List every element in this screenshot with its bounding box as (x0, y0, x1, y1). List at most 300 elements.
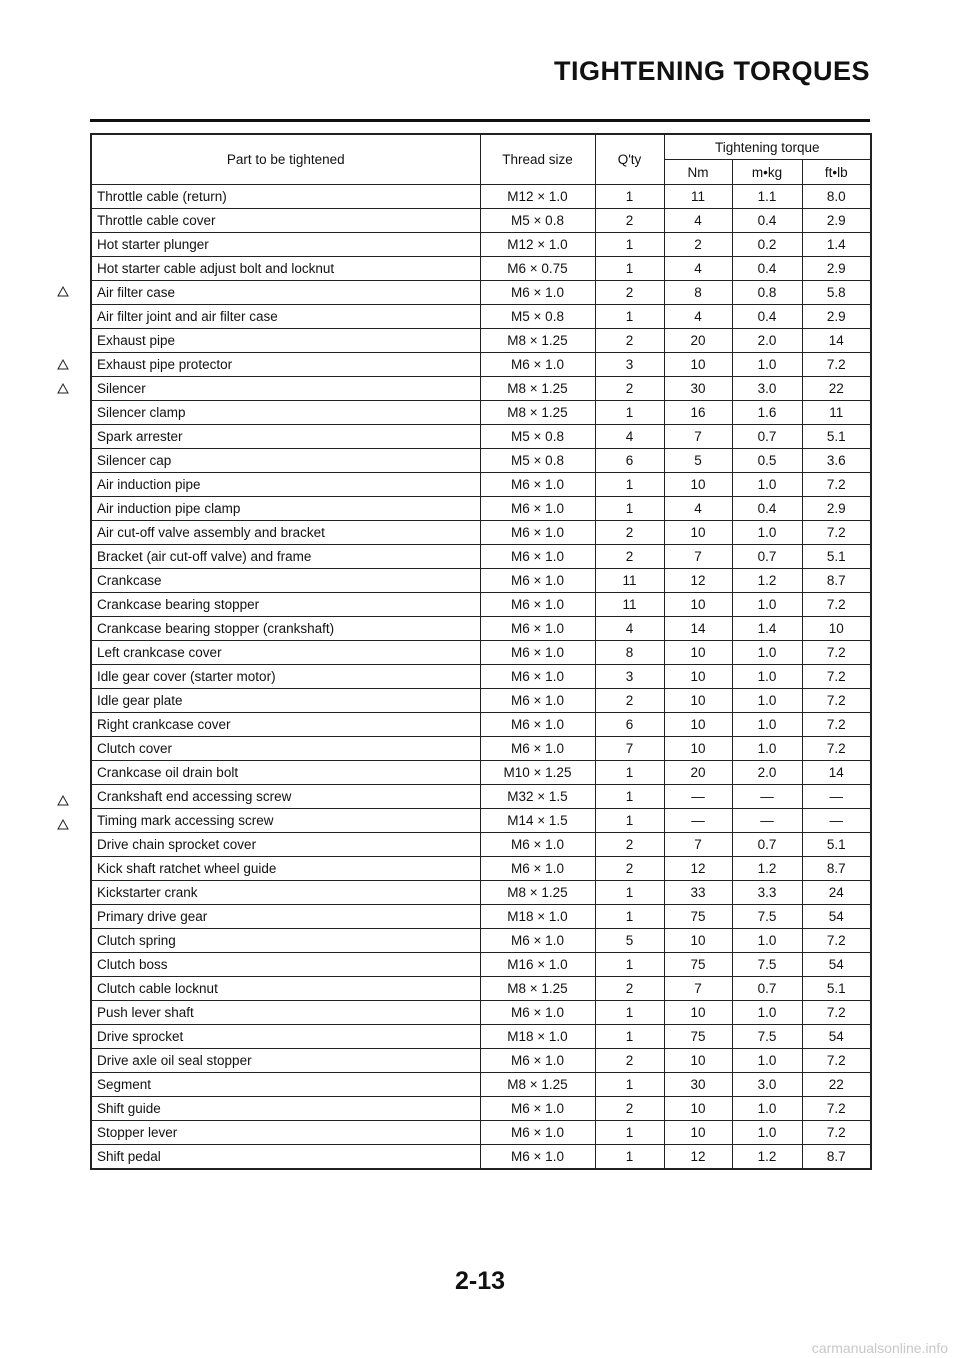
cell-nm: 4 (664, 209, 732, 233)
cell-qty: 1 (595, 497, 664, 521)
cell-thread: M6 × 1.0 (480, 569, 595, 593)
cell-thread: M6 × 1.0 (480, 617, 595, 641)
cell-nm: 7 (664, 425, 732, 449)
cell-part: Clutch boss (91, 953, 480, 977)
cell-ftlb: — (802, 809, 871, 833)
table-row (91, 281, 871, 305)
cell-thread: M6 × 1.0 (480, 521, 595, 545)
cell-nm: 10 (664, 641, 732, 665)
cell-nm: 10 (664, 1121, 732, 1145)
cell-part: Idle gear plate (91, 689, 480, 713)
cell-qty: 6 (595, 449, 664, 473)
cell-qty: 5 (595, 929, 664, 953)
table-row (91, 401, 871, 425)
cell-nm: 7 (664, 545, 732, 569)
cell-ftlb: 7.2 (802, 593, 871, 617)
cell-thread: M6 × 1.0 (480, 1049, 595, 1073)
table-row (91, 1025, 871, 1049)
cell-part: Shift guide (91, 1097, 480, 1121)
cell-part: Hot starter plunger (91, 233, 480, 257)
cell-mkg: 0.8 (732, 281, 802, 305)
cell-mkg: 0.4 (732, 305, 802, 329)
cell-qty: 8 (595, 641, 664, 665)
cell-ftlb: 7.2 (802, 353, 871, 377)
cell-nm: 30 (664, 377, 732, 401)
cell-thread: M6 × 1.0 (480, 737, 595, 761)
table-row (91, 641, 871, 665)
cell-qty: 1 (595, 1025, 664, 1049)
table-row (91, 425, 871, 449)
cell-mkg: 0.4 (732, 497, 802, 521)
cell-ftlb: 2.9 (802, 497, 871, 521)
header-part: Part to be tightened (91, 134, 480, 185)
cell-ftlb: 5.8 (802, 281, 871, 305)
cell-thread: M5 × 0.8 (480, 305, 595, 329)
cell-ftlb: 8.0 (802, 185, 871, 209)
cell-qty: 1 (595, 185, 664, 209)
cell-nm: — (664, 809, 732, 833)
cell-nm: 10 (664, 689, 732, 713)
cell-mkg: 0.7 (732, 977, 802, 1001)
cell-ftlb: 7.2 (802, 665, 871, 689)
cell-thread: M6 × 1.0 (480, 689, 595, 713)
cell-ftlb: 7.2 (802, 929, 871, 953)
cell-nm: 10 (664, 929, 732, 953)
cell-part: Stopper lever (91, 1121, 480, 1145)
cell-qty: 2 (595, 329, 664, 353)
table-header-row (91, 134, 871, 160)
cell-mkg: 3.0 (732, 1073, 802, 1097)
cell-nm: 12 (664, 857, 732, 881)
table-row (91, 881, 871, 905)
torque-table (90, 133, 872, 1170)
cell-ftlb: 3.6 (802, 449, 871, 473)
cell-ftlb: 7.2 (802, 1001, 871, 1025)
cell-qty: 1 (595, 785, 664, 809)
cell-part: Air induction pipe clamp (91, 497, 480, 521)
table-row (91, 1049, 871, 1073)
cell-qty: 1 (595, 809, 664, 833)
cell-thread: M6 × 1.0 (480, 1121, 595, 1145)
cell-qty: 2 (595, 377, 664, 401)
cell-ftlb: 7.2 (802, 1049, 871, 1073)
cell-qty: 2 (595, 833, 664, 857)
cell-ftlb: 8.7 (802, 1145, 871, 1170)
cell-thread: M6 × 1.0 (480, 281, 595, 305)
cell-mkg: 2.0 (732, 761, 802, 785)
cell-thread: M6 × 1.0 (480, 641, 595, 665)
page-title: TIGHTENING TORQUES (553, 56, 870, 86)
cell-mkg: 3.0 (732, 377, 802, 401)
cell-nm: 33 (664, 881, 732, 905)
cell-qty: 7 (595, 737, 664, 761)
cell-qty: 1 (595, 233, 664, 257)
cell-part: Kick shaft ratchet wheel guide (91, 857, 480, 881)
cell-nm: 10 (664, 473, 732, 497)
cell-nm: 20 (664, 761, 732, 785)
cell-thread: M14 × 1.5 (480, 809, 595, 833)
cell-thread: M6 × 1.0 (480, 929, 595, 953)
cell-ftlb: 5.1 (802, 977, 871, 1001)
table-row (91, 689, 871, 713)
table-row (91, 713, 871, 737)
cell-qty: 2 (595, 1049, 664, 1073)
header-qty: Q'ty (595, 134, 664, 185)
header-mkg: m•kg (732, 160, 802, 185)
cell-mkg: 1.0 (732, 1001, 802, 1025)
table-row (91, 1121, 871, 1145)
cell-part: Air filter joint and air filter case (91, 305, 480, 329)
cell-ftlb: 7.2 (802, 641, 871, 665)
cell-ftlb: 2.9 (802, 257, 871, 281)
cell-part: Crankcase bearing stopper (crankshaft) (91, 617, 480, 641)
cell-ftlb: 7.2 (802, 713, 871, 737)
cell-ftlb: 5.1 (802, 833, 871, 857)
cell-thread: M8 × 1.25 (480, 377, 595, 401)
cell-part: Clutch cable locknut (91, 977, 480, 1001)
cell-nm: 10 (664, 737, 732, 761)
cell-part: Silencer (91, 377, 480, 401)
cell-nm: 8 (664, 281, 732, 305)
triangle-mark-icon (48, 352, 78, 376)
table-row (91, 1073, 871, 1097)
cell-qty: 2 (595, 857, 664, 881)
cell-part: Air cut-off valve assembly and bracket (91, 521, 480, 545)
cell-mkg: 1.2 (732, 857, 802, 881)
cell-mkg: 0.2 (732, 233, 802, 257)
cell-thread: M6 × 1.0 (480, 1145, 595, 1170)
cell-nm: 10 (664, 521, 732, 545)
watermark: carmanualsonline.info (811, 1340, 948, 1356)
cell-thread: M6 × 1.0 (480, 1097, 595, 1121)
cell-part: Crankcase bearing stopper (91, 593, 480, 617)
header-tightening-torque: Tightening torque (664, 134, 871, 160)
cell-thread: M6 × 1.0 (480, 665, 595, 689)
cell-qty: 6 (595, 713, 664, 737)
cell-thread: M6 × 1.0 (480, 713, 595, 737)
cell-qty: 2 (595, 209, 664, 233)
cell-mkg: 1.0 (732, 1049, 802, 1073)
cell-nm: 4 (664, 257, 732, 281)
triangle-mark-icon (48, 280, 78, 304)
table-row (91, 977, 871, 1001)
triangle-mark-icon (48, 377, 78, 401)
cell-nm: 20 (664, 329, 732, 353)
table-row (91, 593, 871, 617)
cell-mkg: 1.0 (732, 1097, 802, 1121)
cell-part: Idle gear cover (starter motor) (91, 665, 480, 689)
cell-nm: 10 (664, 353, 732, 377)
table-row (91, 521, 871, 545)
header-ftlb: ft•lb (802, 160, 871, 185)
cell-ftlb: 10 (802, 617, 871, 641)
cell-qty: 1 (595, 953, 664, 977)
cell-nm: 5 (664, 449, 732, 473)
cell-mkg: 7.5 (732, 1025, 802, 1049)
cell-mkg: 1.6 (732, 401, 802, 425)
table-row (91, 1001, 871, 1025)
cell-thread: M32 × 1.5 (480, 785, 595, 809)
cell-part: Shift pedal (91, 1145, 480, 1170)
cell-part: Clutch spring (91, 929, 480, 953)
table-row (91, 257, 871, 281)
cell-thread: M6 × 1.0 (480, 593, 595, 617)
cell-thread: M6 × 1.0 (480, 353, 595, 377)
cell-thread: M6 × 1.0 (480, 473, 595, 497)
cell-ftlb: 54 (802, 1025, 871, 1049)
cell-qty: 11 (595, 593, 664, 617)
table-row (91, 449, 871, 473)
cell-ftlb: 7.2 (802, 689, 871, 713)
cell-ftlb: 5.1 (802, 545, 871, 569)
triangle-mark-icon (48, 788, 78, 812)
table-row (91, 353, 871, 377)
cell-part: Silencer cap (91, 449, 480, 473)
cell-ftlb: 1.4 (802, 233, 871, 257)
cell-nm: 10 (664, 1097, 732, 1121)
table-row (91, 809, 871, 833)
cell-mkg: 1.0 (732, 473, 802, 497)
cell-qty: 1 (595, 1121, 664, 1145)
cell-part: Crankcase oil drain bolt (91, 761, 480, 785)
cell-qty: 2 (595, 977, 664, 1001)
cell-part: Throttle cable cover (91, 209, 480, 233)
cell-ftlb: 2.9 (802, 209, 871, 233)
cell-mkg: 0.4 (732, 209, 802, 233)
cell-mkg: — (732, 785, 802, 809)
cell-ftlb: 54 (802, 953, 871, 977)
cell-mkg: 0.4 (732, 257, 802, 281)
table-row (91, 857, 871, 881)
cell-part: Left crankcase cover (91, 641, 480, 665)
cell-qty: 11 (595, 569, 664, 593)
cell-thread: M5 × 0.8 (480, 449, 595, 473)
cell-mkg: 0.7 (732, 545, 802, 569)
cell-qty: 1 (595, 881, 664, 905)
cell-nm: 14 (664, 617, 732, 641)
cell-mkg: 0.7 (732, 833, 802, 857)
cell-thread: M5 × 0.8 (480, 425, 595, 449)
cell-nm: 30 (664, 1073, 732, 1097)
cell-part: Clutch cover (91, 737, 480, 761)
cell-part: Kickstarter crank (91, 881, 480, 905)
cell-thread: M12 × 1.0 (480, 185, 595, 209)
cell-ftlb: 11 (802, 401, 871, 425)
cell-part: Crankcase (91, 569, 480, 593)
cell-ftlb: 14 (802, 329, 871, 353)
table-row (91, 1097, 871, 1121)
table-row (91, 377, 871, 401)
cell-thread: M8 × 1.25 (480, 329, 595, 353)
cell-mkg: 1.0 (732, 353, 802, 377)
cell-mkg: 1.0 (732, 713, 802, 737)
table-row (91, 305, 871, 329)
cell-mkg: 1.2 (732, 569, 802, 593)
cell-nm: 10 (664, 593, 732, 617)
cell-qty: 1 (595, 305, 664, 329)
table-row (91, 473, 871, 497)
cell-thread: M5 × 0.8 (480, 209, 595, 233)
cell-qty: 1 (595, 1145, 664, 1170)
title-rule (90, 119, 870, 122)
table-row (91, 185, 871, 209)
cell-qty: 1 (595, 1073, 664, 1097)
cell-nm: 75 (664, 1025, 732, 1049)
table-row (91, 737, 871, 761)
cell-thread: M6 × 1.0 (480, 1001, 595, 1025)
cell-part: Segment (91, 1073, 480, 1097)
cell-nm: 75 (664, 905, 732, 929)
cell-ftlb: 22 (802, 377, 871, 401)
cell-part: Silencer clamp (91, 401, 480, 425)
cell-part: Timing mark accessing screw (91, 809, 480, 833)
cell-nm: 10 (664, 1001, 732, 1025)
cell-part: Bracket (air cut-off valve) and frame (91, 545, 480, 569)
cell-mkg: 0.7 (732, 425, 802, 449)
cell-qty: 1 (595, 761, 664, 785)
cell-thread: M8 × 1.25 (480, 1073, 595, 1097)
cell-nm: — (664, 785, 732, 809)
cell-nm: 7 (664, 833, 732, 857)
cell-nm: 4 (664, 497, 732, 521)
cell-part: Drive sprocket (91, 1025, 480, 1049)
table-row (91, 833, 871, 857)
cell-part: Air induction pipe (91, 473, 480, 497)
table-row (91, 497, 871, 521)
triangle-mark-icon (48, 812, 78, 836)
cell-thread: M18 × 1.0 (480, 1025, 595, 1049)
table-row (91, 761, 871, 785)
cell-part: Drive axle oil seal stopper (91, 1049, 480, 1073)
cell-mkg: 1.0 (732, 593, 802, 617)
cell-ftlb: 54 (802, 905, 871, 929)
table-row (91, 1145, 871, 1170)
table-row (91, 233, 871, 257)
cell-nm: 12 (664, 1145, 732, 1170)
cell-qty: 1 (595, 1001, 664, 1025)
cell-part: Throttle cable (return) (91, 185, 480, 209)
cell-nm: 10 (664, 713, 732, 737)
cell-thread: M8 × 1.25 (480, 401, 595, 425)
cell-mkg: 1.0 (732, 665, 802, 689)
cell-ftlb: 24 (802, 881, 871, 905)
cell-thread: M8 × 1.25 (480, 881, 595, 905)
table-row (91, 329, 871, 353)
cell-nm: 10 (664, 665, 732, 689)
cell-nm: 10 (664, 1049, 732, 1073)
cell-mkg: 2.0 (732, 329, 802, 353)
cell-ftlb: 7.2 (802, 1097, 871, 1121)
cell-thread: M10 × 1.25 (480, 761, 595, 785)
cell-thread: M6 × 1.0 (480, 857, 595, 881)
cell-mkg: 1.0 (732, 521, 802, 545)
cell-qty: 2 (595, 281, 664, 305)
cell-mkg: 7.5 (732, 905, 802, 929)
table-row (91, 953, 871, 977)
cell-mkg: 1.0 (732, 737, 802, 761)
cell-qty: 4 (595, 617, 664, 641)
cell-nm: 75 (664, 953, 732, 977)
cell-mkg: 1.2 (732, 1145, 802, 1170)
cell-nm: 4 (664, 305, 732, 329)
cell-mkg: 7.5 (732, 953, 802, 977)
cell-thread: M16 × 1.0 (480, 953, 595, 977)
cell-thread: M18 × 1.0 (480, 905, 595, 929)
cell-part: Air filter case (91, 281, 480, 305)
cell-qty: 1 (595, 473, 664, 497)
cell-mkg: 1.0 (732, 929, 802, 953)
cell-thread: M12 × 1.0 (480, 233, 595, 257)
cell-nm: 2 (664, 233, 732, 257)
cell-nm: 11 (664, 185, 732, 209)
cell-part: Exhaust pipe protector (91, 353, 480, 377)
cell-ftlb: 7.2 (802, 1121, 871, 1145)
cell-mkg: 1.0 (732, 689, 802, 713)
cell-qty: 4 (595, 425, 664, 449)
cell-ftlb: 8.7 (802, 569, 871, 593)
table-row (91, 785, 871, 809)
cell-nm: 16 (664, 401, 732, 425)
table-row (91, 617, 871, 641)
cell-qty: 3 (595, 353, 664, 377)
cell-part: Right crankcase cover (91, 713, 480, 737)
header-thread-size: Thread size (480, 134, 595, 185)
cell-part: Drive chain sprocket cover (91, 833, 480, 857)
cell-ftlb: 8.7 (802, 857, 871, 881)
table-row (91, 545, 871, 569)
cell-part: Primary drive gear (91, 905, 480, 929)
cell-part: Crankshaft end accessing screw (91, 785, 480, 809)
cell-thread: M6 × 1.0 (480, 833, 595, 857)
cell-nm: 7 (664, 977, 732, 1001)
cell-qty: 1 (595, 401, 664, 425)
cell-mkg: 3.3 (732, 881, 802, 905)
cell-qty: 3 (595, 665, 664, 689)
cell-ftlb: 22 (802, 1073, 871, 1097)
cell-thread: M6 × 1.0 (480, 545, 595, 569)
cell-ftlb: 14 (802, 761, 871, 785)
cell-mkg: 1.4 (732, 617, 802, 641)
cell-ftlb: 7.2 (802, 737, 871, 761)
cell-ftlb: 2.9 (802, 305, 871, 329)
table-row (91, 905, 871, 929)
cell-qty: 2 (595, 1097, 664, 1121)
cell-part: Exhaust pipe (91, 329, 480, 353)
cell-part: Hot starter cable adjust bolt and locknut (91, 257, 480, 281)
cell-qty: 2 (595, 521, 664, 545)
cell-mkg: 1.1 (732, 185, 802, 209)
page-number: 2-13 (454, 1267, 506, 1295)
cell-thread: M6 × 0.75 (480, 257, 595, 281)
table-row (91, 209, 871, 233)
cell-part: Push lever shaft (91, 1001, 480, 1025)
table-row (91, 569, 871, 593)
cell-nm: 12 (664, 569, 732, 593)
cell-mkg: 1.0 (732, 641, 802, 665)
cell-mkg: 0.5 (732, 449, 802, 473)
header-nm: Nm (664, 160, 732, 185)
cell-thread: M8 × 1.25 (480, 977, 595, 1001)
cell-qty: 1 (595, 257, 664, 281)
cell-mkg: — (732, 809, 802, 833)
cell-qty: 2 (595, 689, 664, 713)
table-row (91, 929, 871, 953)
cell-thread: M6 × 1.0 (480, 497, 595, 521)
cell-qty: 1 (595, 905, 664, 929)
cell-ftlb: — (802, 785, 871, 809)
cell-qty: 2 (595, 545, 664, 569)
cell-ftlb: 7.2 (802, 521, 871, 545)
